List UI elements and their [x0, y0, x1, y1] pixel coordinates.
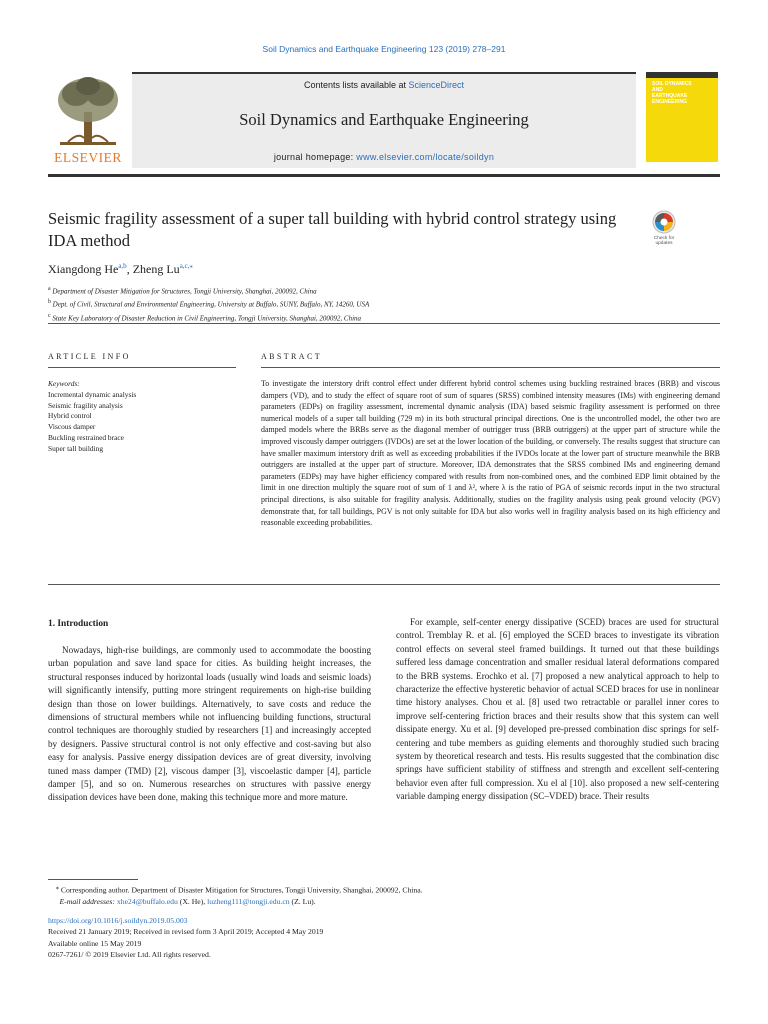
affiliation-marker: c — [48, 312, 51, 319]
affiliation-item — [48, 311, 688, 324]
keywords-label: Keywords: — [48, 379, 80, 388]
publisher-name: ELSEVIER — [54, 150, 122, 165]
abstract-divider — [261, 367, 720, 368]
crossmark-label: Check for updates — [653, 236, 675, 246]
footnote-divider — [48, 879, 138, 880]
footnote-mark: ⁎ — [55, 884, 59, 891]
journal-name: Soil Dynamics and Earthquake Engineering — [239, 110, 529, 129]
email-owner: (Z. Lu). — [289, 896, 316, 906]
journal-masthead — [48, 72, 720, 172]
author-affiliation-marker[interactable]: a,c,⁎ — [179, 262, 193, 270]
article-info-divider — [48, 367, 236, 368]
homepage-prefix: journal homepage: — [273, 152, 357, 162]
email-label: E-mail addresses: — [59, 896, 115, 906]
keyword-item: Super tall building — [48, 443, 104, 453]
affiliation-marker: a — [48, 286, 51, 292]
cover-title: SOIL DYNAMICS AND EARTHQUAKE ENGINEERING — [652, 81, 692, 105]
affiliation-list — [48, 284, 688, 324]
author-list — [48, 262, 193, 277]
tree-icon — [48, 72, 128, 150]
keywords-block — [48, 379, 238, 455]
abstract-text: To investigate the interstory drift control effect under different hybrid control schemes using buckling restrained braces (BRB) and viscous dampers (VD), and to study the effect of square root of sum of squares (SRSS) combined intensity measures (IMs) with engineering demand parameters (EDPs) on fragility assessment, incremental dynamic analysis (IDA) based seismic fragility assessment is performed on three numerical models of a super tall building (729 m) in its both structural principal directions. One is the uncontrolled model, the other two are damped models where the BRBs serve as the diagonal member of outrigger truss (BRB outriggers) at the upper part of structure while the improved viscously damper outriggers (IVDOs) are set at the lower location of the building, or conversely. The results suggest that structure can have smaller maximum interstory drift as well as exceeding probabilities if the IVDOs locate at the lower part of structure meanwhile the BRB outriggers are installed at the upper part of structure. Moreover, IDA demonstrates that the SRSS combined IMs and engineering demand parameters (EDPs) may have higher efficiency compared with results from non-combined ones, and the combined EDP limit obtained by the limit in one direction multiply the square root of sum of 1 and λ², where λ is the ratio of PGA of seismic records input in the two structural principal directions, is also suitable for fragility analysis. Additionally, studies on the fragility analysis using peak ground velocity (PGV) demonstrate that, for tall buildings, PGV is not only suitable for IDA but also works well in fragility analysis based on its high efficiency and reasonable exceeding probabilities. — [261, 379, 720, 528]
abstract-heading: ABSTRACT — [261, 352, 322, 361]
check-for-updates-badge[interactable] — [646, 210, 682, 256]
introduction-left-column: Nowadays, high-rise buildings, are commonly used to accommodate the boosting urban population and save land space for cities. As building height increases, the structural responses induced by horizontal loads (usually wind loads and seismic loads) will significantly intensify, putting more stringent requirements on high-rise building design than those on lower buildings. Alternatively, to save costs and reduce the dimensions of structural members while not influencing building functions, structural control techniques are thoroughly studied by researchers [1] and increasingly accepted by designers. Passive structural control is not only effective and cost-saving but also easy for analysis. Passive energy dissipation devices are of great diversity, involving tuned mass damper (TMD) [2], viscous damper [3], viscoelastic damper [4], particle damper [5], and so on. Numerous researches on structures with passive energy dissipation devices have been done, making this technique more and more mature. — [48, 645, 371, 803]
author-name[interactable]: Zheng Lu — [132, 262, 180, 276]
keyword-item: Buckling restrained brace — [48, 432, 124, 442]
affiliation-text: Department of Disaster Mitigation for Structures, Tongji University, Shanghai, 200092, China — [52, 287, 317, 296]
homepage-link[interactable]: www.elsevier.com/locate/soildyn — [356, 152, 495, 162]
affiliation-text: State Key Laboratory of Disaster Reduction in Civil Engineering, Tongji University, Shanghai, 200092, China — [52, 313, 362, 322]
footnote-text: Corresponding author. Department of Disaster Mitigation for Structures, Tongji University, Shanghai, 200092, China. — [60, 885, 423, 895]
received-history: Received 21 January 2019; Received in revised form 3 April 2019; Accepted 4 May 2019 — [48, 927, 324, 937]
introduction-heading: 1. Introduction — [48, 619, 109, 629]
author-affiliation-marker[interactable]: a,b — [118, 262, 127, 270]
contents-line — [132, 80, 636, 90]
keyword-item: Seismic fragility analysis — [48, 400, 123, 410]
abstract-end-divider — [48, 584, 720, 585]
masthead-divider — [48, 174, 720, 177]
journal-reference-link[interactable]: Soil Dynamics and Earthquake Engineering 123 (2019) 278–291 — [262, 44, 506, 54]
masthead-banner — [132, 72, 636, 168]
email-link[interactable]: luzheng111@tongji.edu.cn — [207, 896, 290, 906]
email-link[interactable]: xhe24@buffalo.edu — [116, 896, 178, 906]
keyword-item: Hybrid control — [48, 411, 92, 421]
journal-homepage-line — [132, 152, 636, 162]
elsevier-tree-logo[interactable] — [48, 72, 128, 166]
contents-prefix: Contents lists available at — [303, 80, 409, 90]
corresponding-author-footnote — [48, 882, 720, 907]
author-name[interactable]: Xiangdong He — [48, 262, 119, 276]
footnote-line — [48, 882, 720, 896]
affiliation-item — [48, 297, 688, 310]
article-title: Seismic fragility assessment of a super tall building with hybrid control strategy using IDA method — [48, 209, 617, 250]
keyword-item: Incremental dynamic analysis — [48, 389, 137, 399]
email-owner: (X. He), — [177, 896, 208, 906]
crossmark-icon — [646, 210, 682, 236]
affiliation-item — [48, 284, 688, 297]
sciencedirect-link[interactable]: ScienceDirect — [408, 80, 465, 90]
copyright-line: 0267-7261/ © 2019 Elsevier Ltd. All rights reserved. — [48, 950, 211, 960]
article-info-heading: ARTICLE INFO — [48, 352, 131, 361]
journal-cover-image[interactable] — [646, 72, 718, 162]
available-online: Available online 15 May 2019 — [48, 938, 142, 948]
introduction-right-column: For example, self-center energy dissipative (SCED) braces are used for structural control. Tremblay R. et al. [6] employed the SCED braces to investigate its vibration control effects on several steel framed buildings. It turned out that these buildings suffered less damage concentration and smaller residual lateral deformations compared to the BRB systems. Erochko et al. [7] proposed a new analytical approach to help to characterize the effective hysteretic behavior of actual SCED braces for use in nonlinear time history analyses. Chou et al. [8] used two retractable or parallel inner cores to improve self-centering friction braces and their results show that this system can well dissipate energy. Xu et al. [9] developed pre-pressed combination disc springs for self-centering and tube members as guiding elements and thoroughly studied such bracing system by theoretical research and tests. His results suggested that the combination disc springs have sufficient stability of stiffness and strength and excellent self-centering behavior even after full compression. Xu el al [10]. also proposed a new self-centering variable damping energy dissipation (SC–VDED) brace. Their results — [396, 617, 719, 802]
author-separator: , — [126, 262, 133, 276]
email-line — [48, 896, 720, 907]
cover-band — [646, 72, 718, 78]
keyword-item: Viscous damper — [48, 422, 96, 432]
affiliation-divider — [48, 323, 720, 324]
publication-info — [48, 915, 720, 961]
affiliation-text: Dept. of Civil, Structural and Environmental Engineering, University at Buffalo, SUNY, Buffalo, NY, 14260, USA — [52, 300, 370, 309]
doi-link[interactable]: https://doi.org/10.1016/j.soildyn.2019.05.003 — [48, 916, 188, 925]
affiliation-marker: b — [48, 299, 51, 306]
